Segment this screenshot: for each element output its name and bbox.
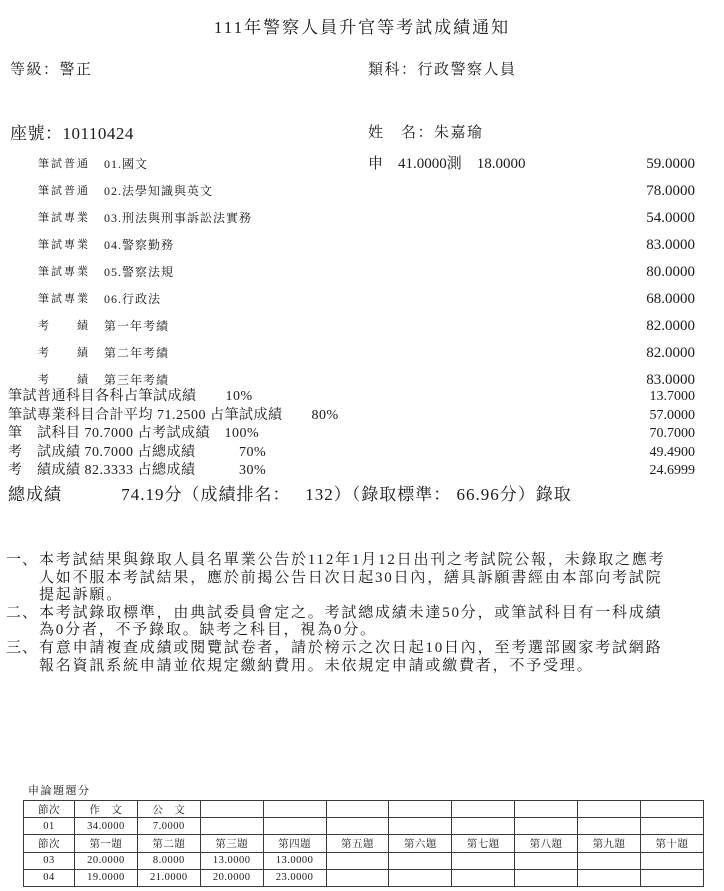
note-text-line: 提起訴願。	[39, 587, 124, 604]
summary-label: 筆 試科目 70.7000 占考試成績 100%	[8, 426, 260, 442]
essay-cell: 01	[24, 818, 75, 835]
summary-label: 考 績成績 82.3333 占總成績 30%	[8, 463, 267, 479]
essay-cell	[641, 852, 704, 869]
summary-row	[0, 444, 724, 463]
essay-cell: 13.0000	[263, 852, 326, 869]
essay-cell: 13.0000	[200, 852, 263, 869]
essay-cell: 第二題	[137, 835, 200, 852]
essay-cell	[389, 818, 452, 835]
note-marker: 二、	[6, 604, 39, 621]
score-subject: 02.法學知識與英文	[104, 184, 214, 198]
summary-value: 49.4900	[649, 444, 695, 460]
essay-cell	[200, 818, 263, 835]
essay-cell	[326, 869, 389, 886]
score-subject: 第二年考績	[104, 346, 170, 360]
score-category: 考 績	[38, 374, 90, 386]
essay-cell	[641, 818, 704, 835]
summary-row	[0, 388, 724, 407]
essay-cell: 7.0000	[137, 818, 200, 835]
essay-cell	[641, 869, 704, 886]
essay-cell	[515, 869, 578, 886]
essay-cell: 第三題	[200, 835, 263, 852]
essay-table-row	[24, 835, 704, 852]
score-subject: 第一年考績	[104, 319, 170, 333]
summary-row	[0, 462, 724, 481]
score-row	[0, 205, 724, 232]
score-value: 78.0000	[646, 183, 695, 199]
essay-cell	[578, 818, 641, 835]
essay-cell	[452, 818, 515, 835]
score-row	[0, 232, 724, 259]
essay-cell	[326, 852, 389, 869]
essay-cell	[326, 818, 389, 835]
score-value: 68.0000	[646, 291, 695, 307]
score-category: 筆試專業	[38, 239, 90, 251]
score-row	[0, 151, 724, 178]
essay-cell	[515, 801, 578, 818]
score-row	[0, 259, 724, 286]
score-value: 59.0000	[646, 156, 695, 172]
summary-section	[0, 388, 724, 481]
essay-cell	[641, 801, 704, 818]
note-text	[39, 552, 718, 605]
essay-cell: 04	[24, 869, 75, 886]
essay-cell	[578, 869, 641, 886]
essay-cell	[515, 852, 578, 869]
summary-value: 24.6999	[649, 463, 695, 479]
essay-cell: 節次	[24, 801, 75, 818]
score-row	[0, 313, 724, 340]
note-item	[6, 552, 718, 605]
note-text-line: 報名資訊系統申請並依規定繳納費用。未依規定申請或繳費者，不予受理。	[39, 657, 594, 674]
essay-cell: 第七題	[452, 835, 515, 852]
essay-score-table	[23, 800, 704, 887]
score-subject: 05.警察法規	[104, 265, 175, 279]
score-category: 筆試專業	[38, 212, 90, 224]
essay-table-row	[24, 818, 704, 835]
score-row	[0, 340, 724, 367]
score-subject: 06.行政法	[104, 292, 162, 306]
essay-cell: 第八題	[515, 835, 578, 852]
essay-cell	[452, 852, 515, 869]
score-subject: 01.國文	[104, 157, 149, 171]
note-marker: 一、	[6, 552, 39, 568]
grade-label: 等級：警正	[10, 62, 93, 78]
score-subject: 第三年考績	[104, 373, 170, 387]
essay-cell	[263, 801, 326, 818]
score-category: 筆試專業	[38, 293, 90, 305]
essay-cell: 8.0000	[137, 852, 200, 869]
score-category: 考 績	[38, 320, 90, 332]
total-score-line: 總成績 74.19分（成績排名： 132）（錄取標準： 66.96分）錄取	[8, 485, 572, 504]
summary-row	[0, 407, 724, 426]
essay-cell	[515, 818, 578, 835]
summary-label: 筆試專業科目合計平均 71.2500 占筆試成績 80%	[8, 407, 339, 423]
score-subject: 04.警察勤務	[104, 238, 175, 252]
essay-table-row	[24, 869, 704, 886]
score-detail: 申 41.0000測 18.0000	[368, 156, 526, 172]
essay-table-row	[24, 801, 704, 818]
score-value: 82.0000	[646, 318, 695, 334]
note-text	[39, 605, 718, 640]
essay-cell	[578, 852, 641, 869]
essay-cell: 第六題	[389, 835, 452, 852]
score-value: 82.0000	[646, 345, 695, 361]
score-table	[0, 151, 724, 394]
score-row	[0, 286, 724, 313]
essay-table-body	[24, 801, 704, 887]
essay-cell: 03	[24, 852, 75, 869]
essay-table-row	[24, 852, 704, 869]
note-text-line: 為0分者，不予錄取。缺考之科目，視為0分。	[39, 622, 377, 639]
essay-cell: 第十題	[641, 835, 704, 852]
essay-cell: 34.0000	[75, 818, 138, 835]
score-value: 80.0000	[646, 264, 695, 280]
category-label: 類科：行政警察人員	[368, 62, 517, 78]
essay-cell: 19.0000	[75, 869, 138, 886]
essay-cell: 作 文	[75, 801, 138, 818]
page-title: 111年警察人員升官等考試成績通知	[213, 18, 511, 37]
summary-value: 70.7000	[649, 426, 695, 442]
essay-cell: 第五題	[326, 835, 389, 852]
essay-cell: 節次	[24, 835, 75, 852]
score-category: 筆試普通	[38, 185, 90, 197]
summary-value: 57.0000	[649, 407, 695, 423]
score-row	[0, 178, 724, 205]
score-subject: 03.刑法與刑事訴訟法實務	[104, 211, 253, 225]
note-item	[6, 605, 718, 640]
essay-cell	[578, 801, 641, 818]
essay-cell: 23.0000	[263, 869, 326, 886]
essay-cell: 第四題	[263, 835, 326, 852]
seat-number: 座號：10110424	[10, 124, 134, 143]
essay-cell: 20.0000	[75, 852, 138, 869]
essay-cell	[200, 801, 263, 818]
summary-label: 考 試成績 70.7000 占總成績 70%	[8, 444, 267, 460]
essay-cell	[389, 801, 452, 818]
essay-cell: 公 文	[137, 801, 200, 818]
essay-cell	[263, 818, 326, 835]
notes-section	[6, 552, 718, 675]
note-text-line: 本考試結果與錄取人員名單業公告於112年1月12日出刊之考試院公報，未錄取之應考	[39, 552, 666, 568]
note-text-line: 有意申請複查成績或閱覽試卷者，請於榜示之次日起10日內，至考選部國家考試網路	[39, 639, 663, 656]
essay-cell: 第一題	[75, 835, 138, 852]
essay-cell	[389, 869, 452, 886]
essay-cell	[326, 801, 389, 818]
essay-cell: 20.0000	[200, 869, 263, 886]
essay-cell	[452, 801, 515, 818]
note-marker: 三、	[6, 639, 39, 656]
score-value: 54.0000	[646, 210, 695, 226]
score-value: 83.0000	[646, 372, 695, 388]
note-text-line: 本考試錄取標準，由典試委員會定之。考試總成績未達50分，或筆試科目有一科成績	[39, 604, 663, 621]
essay-cell: 21.0000	[137, 869, 200, 886]
score-category: 筆試普通	[38, 158, 90, 170]
summary-row	[0, 425, 724, 444]
score-value: 83.0000	[646, 237, 695, 253]
essay-cell: 第九題	[578, 835, 641, 852]
summary-label: 筆試普通科目各科占筆試成績 10%	[8, 389, 253, 404]
essay-cell	[452, 869, 515, 886]
essay-cell	[389, 852, 452, 869]
student-name: 姓 名：朱嘉瑜	[368, 125, 484, 141]
note-text	[39, 640, 718, 675]
score-category: 考 績	[38, 347, 90, 359]
note-text-line: 人如不服本考試結果，應於前揭公告日次日起30日內，繕具訴願書經由本部向考試院	[39, 569, 663, 586]
note-item	[6, 640, 718, 675]
score-category: 筆試專業	[38, 266, 90, 278]
summary-value: 13.7000	[649, 389, 695, 404]
essay-section-title: 申論題題分	[28, 785, 91, 797]
